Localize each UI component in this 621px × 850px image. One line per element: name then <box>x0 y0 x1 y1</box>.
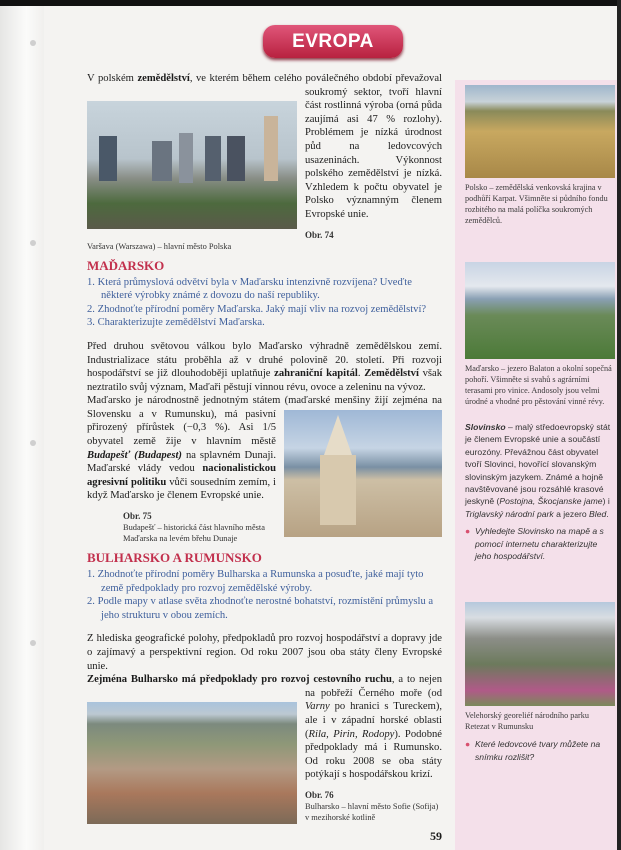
main-column <box>87 72 442 844</box>
text: . <box>606 508 609 519</box>
text: Před druhou světovou válkou bylo Maďarsko výhradně zemědělskou zemí. Industrializace státu proběhla až v druhé polovině 20. století. Při rozvoji hospodářství se již dlouhodoběji uplatňuje <box>87 340 442 380</box>
figure-number: Obr. 74 <box>305 229 334 240</box>
text: Zejména Bulharsko má předpoklady pro rozvoj cestovního ruchu <box>87 674 392 686</box>
binding-hole <box>30 40 36 46</box>
text: – malý středoevropský stát je členem Evropské unie a součástí eurozóny. Převážnou část obyvatel tvoří Slovinci, hovořící slovanským slovinským jazykem. Známé a hojně navštěvované jsou rozsáhlé krasové jeskyně ( <box>465 422 611 507</box>
text: , a to nejen na pobřeží Černého moře (od <box>305 674 442 699</box>
bullet-icon: ● <box>465 526 471 537</box>
text: . <box>357 368 365 380</box>
slovenia-task <box>465 525 615 562</box>
text: Zemědělství <box>364 368 419 380</box>
budapest-photo <box>284 410 442 537</box>
scan-edge <box>617 0 621 850</box>
balkan-paragraph-2 <box>87 673 442 823</box>
page-number: 59 <box>430 828 442 843</box>
text: nacionalistickou agresivní politiku <box>87 463 276 488</box>
sidebar-caption-poland: Polsko – zemědělská venkovská krajina v podhůří Karpat. Všimněte si půdního fondu rozbitého na malá políčka soukromých zemědělců. <box>465 183 608 225</box>
binding-hole <box>30 440 36 446</box>
text: Rila, Pirin, Rodopy <box>308 728 395 740</box>
text: vůči sousedním zemím, i když Maďarsko je členem Evropské unie. <box>87 476 277 502</box>
question-item: 1. Která průmyslová odvětví byla v Maďarsku intenzivně rozvíjena? Uveďte některé výrobky známé z dovozu do naší republiky. <box>87 276 412 302</box>
bullet-icon: ● <box>465 739 471 750</box>
caption-text: Bulharsko – hlavní město Sofie (Sofija) v mezihorské kotlině <box>305 801 439 822</box>
sofia-photo <box>87 702 297 824</box>
text: a jezero <box>553 508 590 519</box>
retezat-photo <box>465 602 615 706</box>
question-item: 2. Zhodnoťte přírodní poměry Maďarska. Jaký mají vliv na rozvoj zemědělství? <box>87 303 427 315</box>
section-heading-hungary: MAĎARSKO <box>87 257 165 273</box>
figure-number: Obr. 75 <box>123 511 152 522</box>
text: Budapešť (Budapest) <box>87 449 182 461</box>
sidebar-caption-hungary: Maďarsko – jezero Balaton a okolní sopečná pohoří. Všimněte si svahů s agrárními terasami pro vinice. Andosoly jsou velmi úrodné a vhodné pro pěstování vinné révy. <box>465 364 612 406</box>
romania-task <box>465 738 615 763</box>
chapter-title: EVROPA <box>263 25 403 58</box>
poland-landscape-photo <box>465 85 615 178</box>
question-item: 1. Zhodnoťte přírodní poměry Bulharska a Rumunska a posuďte, jaké mají tyto země předpoklady pro rozvoj zemědělské výroby. <box>87 569 424 594</box>
text: Slovinsko <box>465 422 506 432</box>
warsaw-photo <box>87 101 297 229</box>
text: obyvatel země žije v hlavním městě <box>87 436 276 448</box>
binding-hole <box>30 640 36 646</box>
balaton-photo <box>465 262 615 359</box>
question-item: 3. Charakterizujte zemědělství Maďarska. <box>87 317 265 329</box>
caption-text: Varšava (Warszawa) – hlavní město Polska <box>87 241 232 251</box>
caption-text: Budapešť – historická část hlavního města Maďarska na levém břehu Dunaje <box>123 523 265 544</box>
text: ) i <box>602 496 610 507</box>
sidebar-caption-romania: Velehorský georeliéf národního parku Retezat v Rumunsku <box>465 711 589 732</box>
text: zahraniční kapitál <box>274 368 358 380</box>
section-heading-bulgaria-romania: BULHARSKO A RUMUNSKO <box>87 550 262 566</box>
page-binding <box>0 0 44 850</box>
text: Triglavský národní park <box>465 508 554 519</box>
text: V polském <box>87 73 138 84</box>
slovenia-box <box>465 421 615 520</box>
text: ). Podobné předpoklady má i Rumunsko. Od roku 2008 se oba státy potýkají s hospodářskou krizí. <box>305 728 443 781</box>
text: Vyhledejte Slovinsko na mapě a s pomocí internetu charakterizujte jeho hospodářství. <box>475 526 604 562</box>
figure-caption-74 <box>87 230 442 252</box>
figure-number: Obr. 76 <box>305 789 334 800</box>
text: však neztratilo svůj význam, Maďaři pěstují vinnou révu, ovoce a zeleninu na vývoz. <box>87 368 442 393</box>
text: na splavném Dunaji. Maďarské vlády vedou <box>87 449 277 475</box>
question-item: 2. Podle mapy v atlase světa zhodnoťte nerostné bohatství, rozmístění průmyslu a jeho strukturu v obou zemích. <box>87 596 434 621</box>
fraction: 1/5 <box>262 422 276 434</box>
balkan-paragraph-1: Z hlediska geografické polohy, předpokladů pro rozvoj hospodářství a dopravy jde o zajímavý a perspektivní region. Od roku 2007 jsou oba státy členy Evropské unie. <box>87 633 442 672</box>
sidebar-column <box>465 85 615 763</box>
text: Postojna, Škocjanske jame <box>499 496 603 507</box>
text: Bled <box>589 508 607 519</box>
hungary-questions <box>87 276 442 330</box>
text: Maďarsko je národnostně jednotným státem (maďarské menšiny žijí zejména na Slovensku a v Rumunsku), má pasivní přirozený přírůstek (−0,3 %). Asi <box>87 395 442 434</box>
text: zemědělství <box>137 73 190 84</box>
hungary-paragraph-1 <box>87 340 442 394</box>
text: Které ledovcové tvary můžete na snímku rozlišit? <box>475 739 601 762</box>
hungary-paragraph-2 <box>87 394 442 544</box>
poland-intro <box>87 72 442 252</box>
binding-hole <box>30 240 36 246</box>
scan-edge <box>0 0 621 6</box>
text: , ve kterém během celého poválečného období převažoval soukromý sektor, tvoří hlavní část rostlinná výroba (orná půda zaujímá asi 47 % rozlohy). Problémem je nízká úrodnost půd na ledovcových usazeninách. Výkonnost polského zemědělství je nízká. Vzhledem k počtu obyvatel je Polsko významným členem Evropské unie. <box>189 73 442 220</box>
text: po hranici s Tureckem), ale i v západní horské oblasti ( <box>305 701 442 740</box>
text: Varny <box>305 701 330 713</box>
balkan-questions <box>87 568 442 622</box>
